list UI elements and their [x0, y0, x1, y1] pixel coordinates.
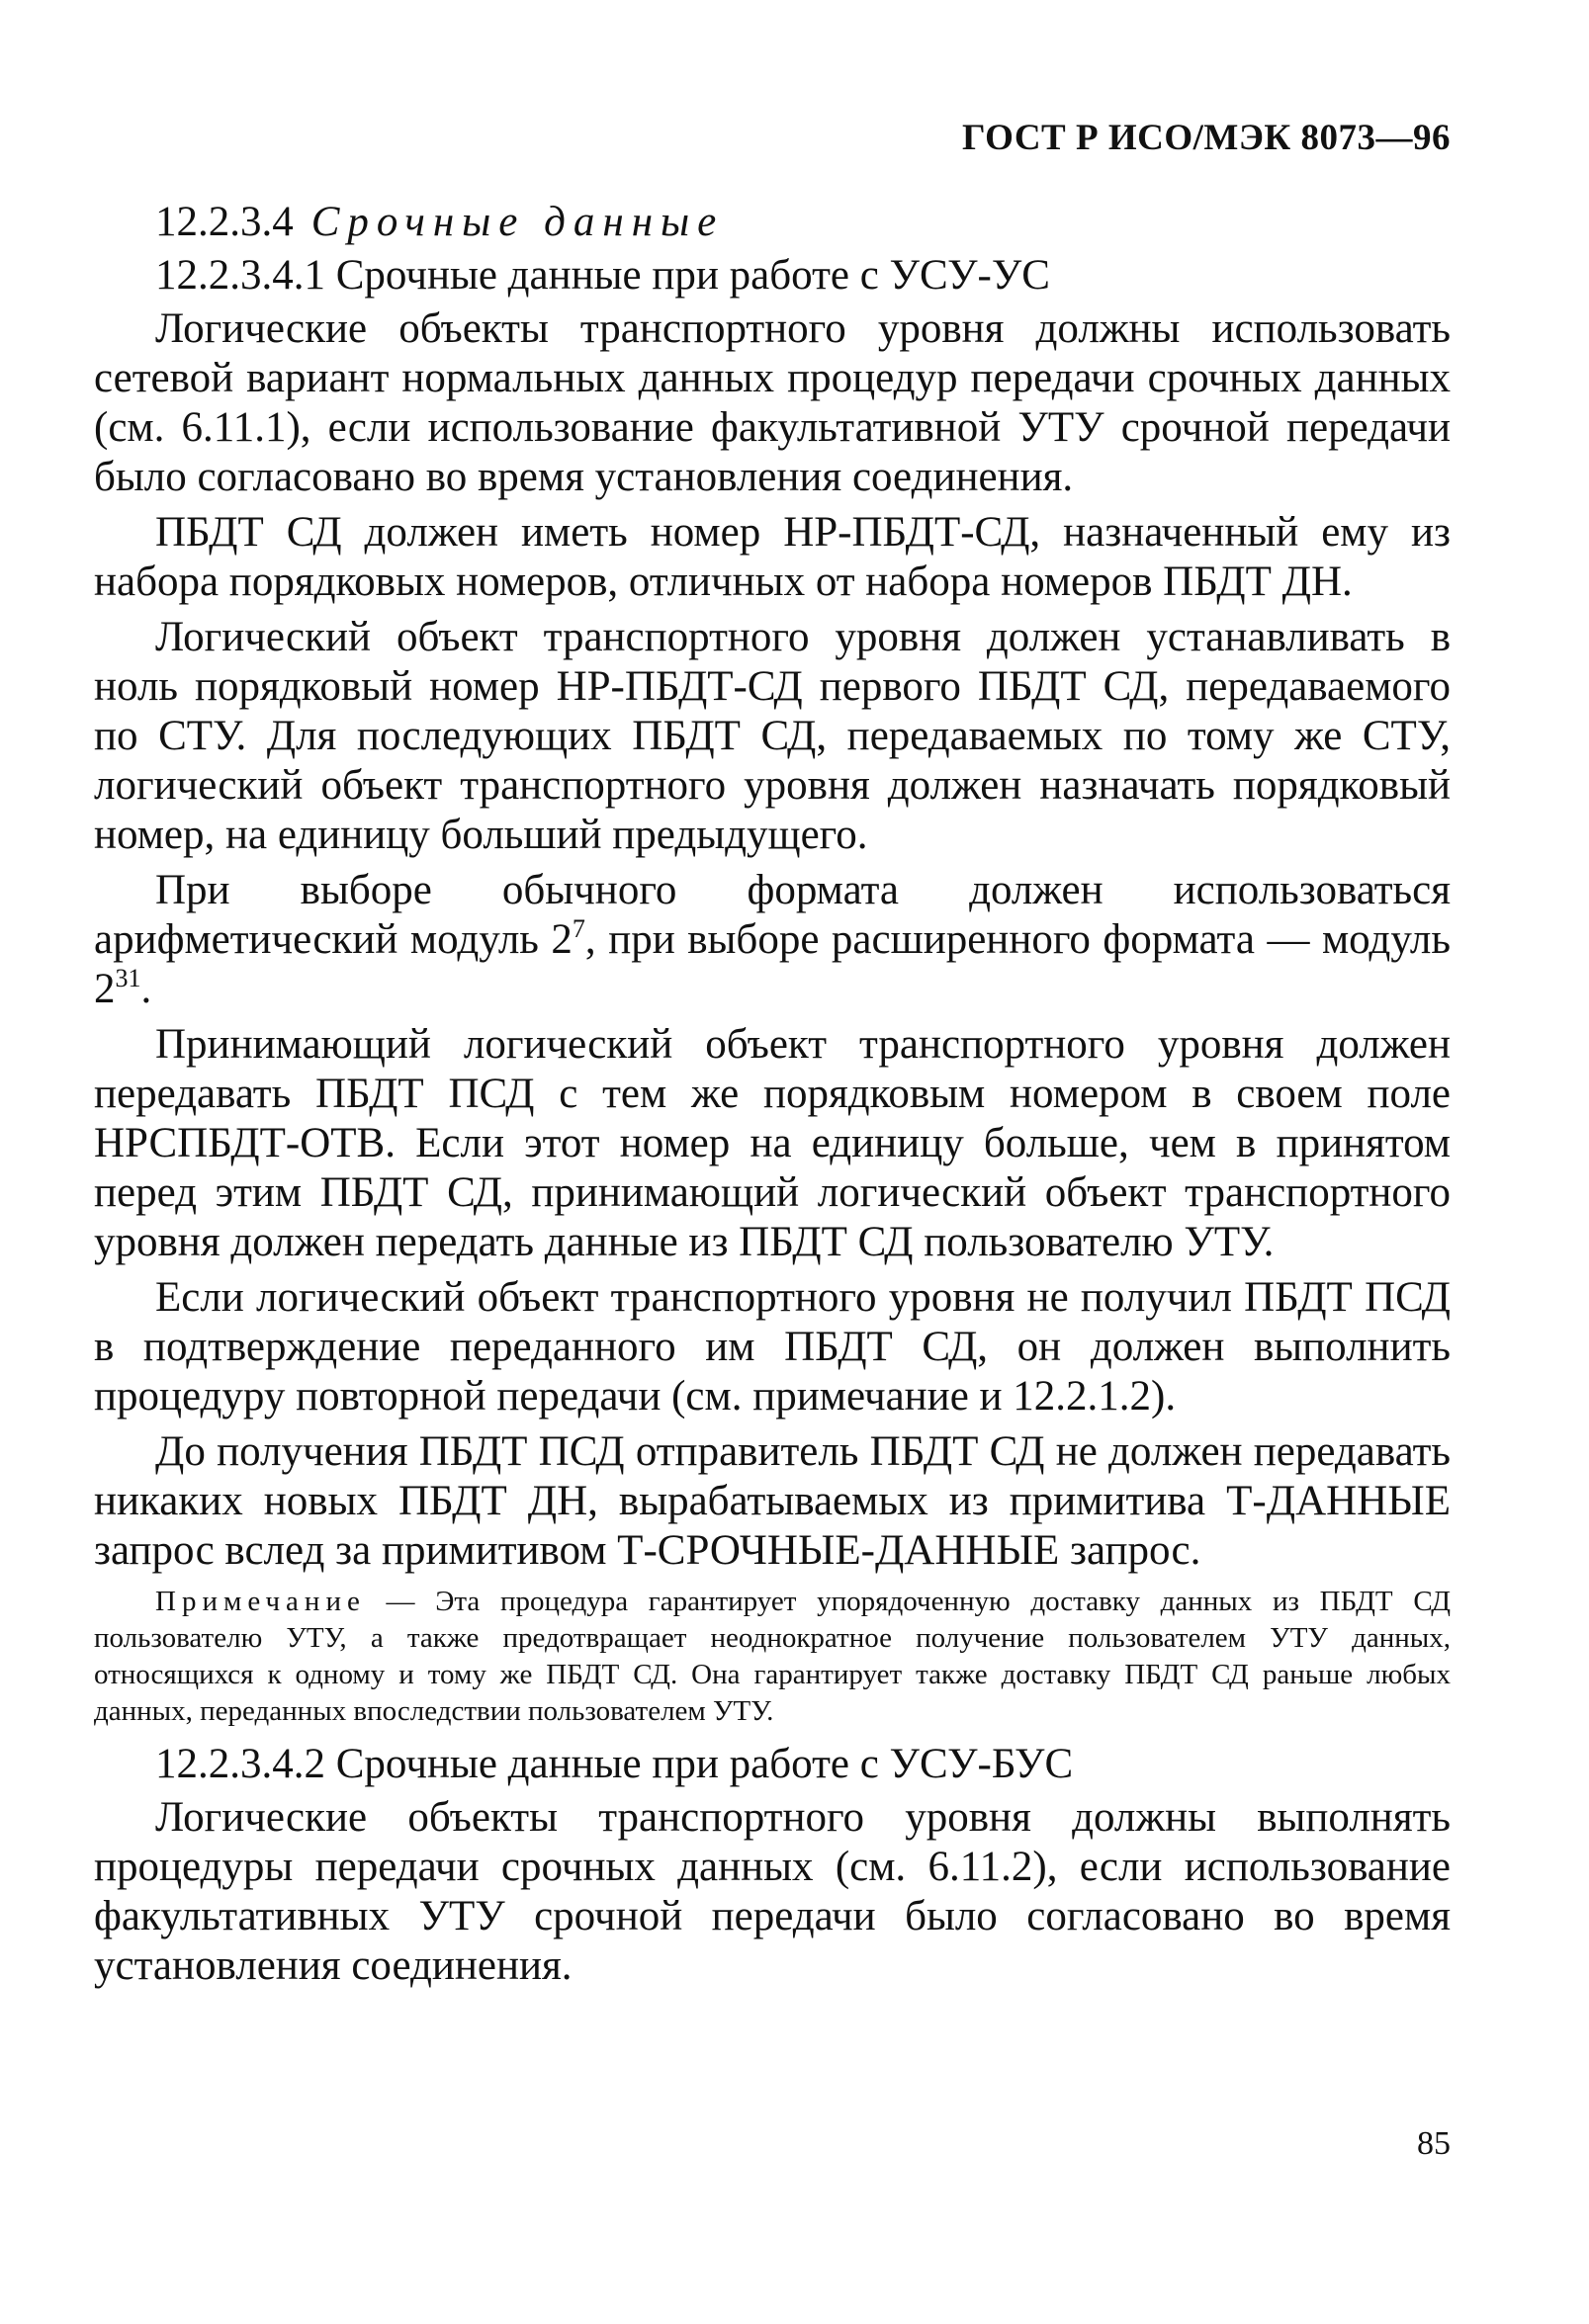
exponent-7: 7: [572, 914, 585, 943]
note: [94, 1584, 1451, 1730]
note-text: — Эта процедура гарантирует упорядоченную доставку данных из ПБДТ СД пользователю УТУ, а также предотвращает неоднократное получение пользователем УТУ данных, относящихся к одному и тому же ПБДТ СД. Она гарантирует также доставку ПБДТ СД раньше любых данных, переданных впоследствии пользователем УТУ.: [94, 1586, 1451, 1727]
paragraph-3: Логический объект транспортного уровня должен устанавливать в ноль порядковый номер НР-ПБДТ-СД первого ПБДТ СД, передаваемого по СТУ. Для последующих ПБДТ СД, передаваемых по тому же СТУ, логический объект транспортного уровня должен назначать порядковый номер, на единицу больший предыдущего.: [94, 614, 1451, 858]
paragraph-4-start: При выборе обычного формата должен использоваться арифметический модуль 2: [94, 867, 1451, 963]
paragraph-7: До получения ПБДТ ПСД отправитель ПБДТ СД не должен передавать никаких новых ПБДТ ДН, вырабатываемых из примитива Т-ДАННЫЕ запрос вслед за примитивом Т-СРОЧНЫЕ-ДАННЫЕ запрос.: [94, 1428, 1451, 1574]
section-heading-12-2-3-4-2: 12.2.3.4.2 Срочные данные при работе с УСУ-БУС: [155, 1741, 1074, 1787]
section-heading-12-2-3-4: [94, 198, 1451, 247]
document-page: [94, 0, 1451, 2324]
standard-header: ГОСТ Р ИСО/МЭК 8073—96: [961, 118, 1451, 158]
section-heading-12-2-3-4-1: 12.2.3.4.1 Срочные данные при работе с УСУ-УС: [155, 252, 1050, 299]
paragraph-1: Логические объекты транспортного уровня должны использовать сетевой вариант нормальных данных процедур передачи срочных данных (см. 6.11.1), если использование факультативной УТУ срочной передачи было согласовано во время установления соединения.: [94, 305, 1451, 500]
paragraph-4-middle: , при выборе расширенного формата — модуль 2: [94, 916, 1451, 1012]
paragraph-6: Если логический объект транспортного уровня не получил ПБДТ ПСД в подтверждение переданного им ПБДТ СД, он должен выполнить процедуру повторной передачи (см. примечание и 12.2.1.2).: [94, 1274, 1451, 1420]
paragraph-4: [94, 866, 1451, 1014]
section-number: 12.2.3.4: [155, 199, 294, 245]
section-title: Срочные данные: [310, 199, 725, 245]
paragraph-4-end: .: [140, 966, 152, 1012]
paragraph-5: Принимающий логический объект транспортного уровня должен передавать ПБДТ ПСД с тем же порядковым номером в своем поле НРСПБДТ-ОТВ. Если этот номер на единицу больше, чем в принятом перед этим ПБДТ СД, принимающий логический объект транспортного уровня должен передать данные из ПБДТ СД пользователю УТУ.: [94, 1021, 1451, 1265]
document-body: [94, 198, 1451, 1997]
exponent-31: 31: [115, 964, 141, 992]
paragraph-8: Логические объекты транспортного уровня должны выполнять процедуры передачи срочных данных (см. 6.11.2), если использование факультативных УТУ срочной передачи было согласовано во время установления соединения.: [94, 1794, 1451, 1989]
page-number: 85: [1417, 2125, 1451, 2162]
paragraph-2: ПБДТ СД должен иметь номер НР-ПБДТ-СД, назначенный ему из набора порядковых номеров, отличных от набора номеров ПБДТ ДН.: [94, 509, 1451, 605]
note-label: Примечание: [155, 1586, 366, 1617]
